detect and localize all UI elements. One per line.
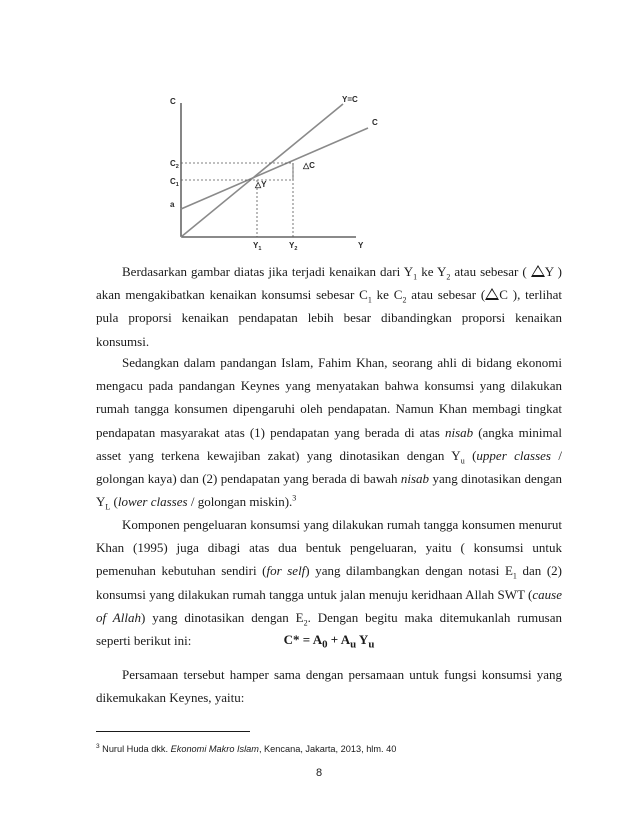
line-45-label: Y=C <box>342 95 358 104</box>
subscript: 1 <box>413 272 418 282</box>
page-number: 8 <box>315 767 323 779</box>
footnote-ref: 3 <box>292 493 297 503</box>
consumption-line-label: C <box>372 118 378 127</box>
text: / golongan kaya) dan (2) pendapatan yang berada di bawah <box>96 447 562 487</box>
text: ) yang dinotasikan dengan E <box>140 609 304 625</box>
y-axis-label: C <box>170 97 176 106</box>
c2-label: $C_2$ <box>170 159 179 170</box>
subscript: 1 <box>512 572 517 581</box>
paragraph-2 <box>96 351 562 513</box>
delta-c-label: △C <box>303 161 315 170</box>
text: ( <box>464 447 477 463</box>
text: C* = A <box>283 632 323 647</box>
text: Komponen pengeluaran konsumsi yang dilakukan rumah tangga konsumen menurut Khan (1995) juga dibagi atas dua bentuk pengeluaran, yaitu ( konsumsi untuk pemenuhan kebutuhan sendiri ( <box>96 517 562 579</box>
subscript: L <box>105 502 111 512</box>
text: Sedangkan dalam pandangan Islam, Fahim Khan, seorang ahli di bidang ekonomi mengacu pada pandangan Keynes yang menyatakan bahwa konsumsi yang dilakukan rumah tangga konsumen dipengaruhi oleh pendapatan. Namun Khan membagi tingkat pendapatan masyarakat atas (1) pendapatan yang berada di atas <box>96 355 562 440</box>
text: Nurul Huda dkk. <box>99 744 171 755</box>
subscript: 2 <box>303 618 308 628</box>
delta-icon <box>485 288 499 300</box>
formula <box>96 632 562 651</box>
text: ( <box>110 494 118 510</box>
paragraph-4: Persamaan tersebut hamper sama dengan persamaan untuk fungsi konsumsi yang dikemukakan Keynes, yaitu: <box>96 667 562 706</box>
text: C ), terlihat pula proporsi kenaikan pendapatan lebih besar dibandingkan proporsi kenaikan konsumsi. <box>96 287 562 349</box>
text: . Dengan begitu maka ditemukanlah rumusan seperti berikut ini: <box>96 609 562 649</box>
subscript: u <box>368 638 375 651</box>
text: ke Y <box>417 264 447 279</box>
text: dan (2) konsumsi yang dilakukan rumah tangga untuk jalan menuju keridhaan Allah SWT ( <box>96 563 562 602</box>
text: Y <box>356 632 369 647</box>
footnote-number: 3 <box>96 743 100 750</box>
c1-label: $C_1$ <box>170 177 179 188</box>
text: Berdasarkan gambar diatas jika terjadi kenaikan dari Y <box>122 264 414 279</box>
text: + A <box>327 632 351 647</box>
footnote-separator <box>96 731 250 732</box>
consumption-line <box>181 128 368 209</box>
intercept-label: a <box>170 200 175 209</box>
text: ke C <box>371 287 403 303</box>
text: atau sebesar ( <box>406 287 486 303</box>
consumption-function-figure <box>160 85 400 255</box>
text: yang dinotasikan dengan Y <box>96 471 562 510</box>
text: (angka minimal asset yang terkena kewajiban zakat) yang dinotasikan dengan Y <box>96 424 562 463</box>
italic-term: upper classes <box>476 447 551 463</box>
italic-title: Ekonomi Makro Islam <box>170 744 259 755</box>
italic-term: nisab <box>444 424 474 440</box>
x-axis-label: Y <box>358 241 364 250</box>
text: / golongan miskin). <box>187 494 293 510</box>
y2-label: $Y_2$ <box>289 241 298 252</box>
subscript: 1 <box>367 295 372 305</box>
subscript: 2 <box>402 295 407 305</box>
italic-term: nisab <box>400 471 430 487</box>
text: ) yang dilambangkan dengan notasi E <box>305 563 513 579</box>
y1-label: $Y_1$ <box>253 241 262 252</box>
delta-icon <box>531 265 545 277</box>
italic-term: lower classes <box>117 494 188 510</box>
footnote <box>96 743 396 754</box>
subscript: u <box>350 638 357 651</box>
paragraph-1 <box>96 260 562 353</box>
subscript: 2 <box>446 272 451 282</box>
italic-term: cause of Allah <box>96 586 562 625</box>
italic-term: for self <box>266 563 306 579</box>
text: , Kencana, Jakarta, 2013, hlm. 40 <box>258 744 397 755</box>
text: atau sebesar ( <box>450 264 527 279</box>
line-45-degree <box>181 104 343 237</box>
subscript: 0 <box>322 638 328 651</box>
subscript: u <box>460 456 465 466</box>
text: Y ) akan mengakibatkan kenaikan konsumsi sebesar C <box>96 264 562 303</box>
delta-y-label: △Y <box>255 180 267 189</box>
